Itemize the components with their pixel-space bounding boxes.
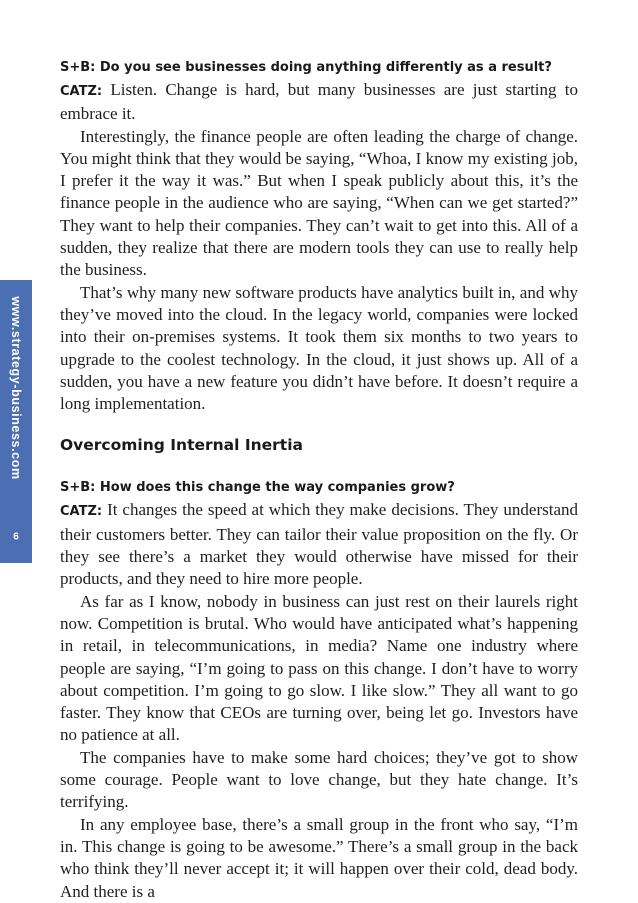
article-body: [60, 57, 578, 903]
answer-text: Listen. Change is hard, but many businesses are just starting to embrace it.: [60, 80, 578, 124]
interview-answer: [60, 79, 578, 126]
interview-question: S+B: Do you see businesses doing anything differently as a result?: [60, 60, 552, 75]
interview-answer: [60, 499, 578, 590]
speaker-label: CATZ:: [60, 84, 103, 99]
section-heading: Overcoming Internal Inertia: [60, 436, 303, 455]
body-paragraph: That’s why many new software products have analytics built in, and why they’ve moved into the cloud. In the legacy world, companies were locked into their on-premises systems. It took them six months to two years to upgrade to the coolest technology. In the cloud, it just shows up. All of a sudden, you have a new feature you didn’t have before. It doesn’t require a long implementation.: [60, 282, 578, 414]
body-paragraph: In any employee base, there’s a small group in the front who say, “I’m in. This change is going to be awesome.” There’s a small group in the back who think they’ll never accept it; it will happen over their cold, dead body. And there is a: [60, 814, 578, 901]
body-paragraph: Interestingly, the finance people are often leading the charge of change. You might think that they would be saying, “Whoa, I know my existing job, I prefer it the way it was.” But when I speak publicly about this, it’s the finance people in the audience who are saying, “When can we get started?” They want to help their companies. They can’t wait to get into this. All of a sudden, they realize that there are modern tools they can use to really help the business.: [60, 126, 578, 280]
speaker-label: CATZ:: [60, 504, 103, 520]
body-paragraph: As far as I know, nobody in business can just rest on their laurels right now. Competition is brutal. Who would have anticipated what’s happening in retail, in telecommunications, in media? Name one industry where people are saying, “I’m going to pass on this change. I don’t have to worry about competition. I’m going to go slow. I like slow.” They all want to go faster. They know that CEOs are turning over, being let go. Investors have no patience at all.: [60, 591, 578, 745]
body-paragraph: The companies have to make some hard choices; they’ve got to show some courage. People want to love change, but they hate change. It’s terrifying.: [60, 747, 578, 812]
answer-text: It changes the speed at which they make decisions. They understand their customers better. They can tailor their value proposition on the fly. Or they see there’s a market they would otherwise have missed for their products, and they need to hire more people.: [60, 500, 578, 589]
interview-question: S+B: How does this change the way companies grow?: [60, 480, 455, 496]
page-number: 6: [13, 531, 19, 543]
website-url: www.strategy-business.com: [9, 296, 23, 480]
